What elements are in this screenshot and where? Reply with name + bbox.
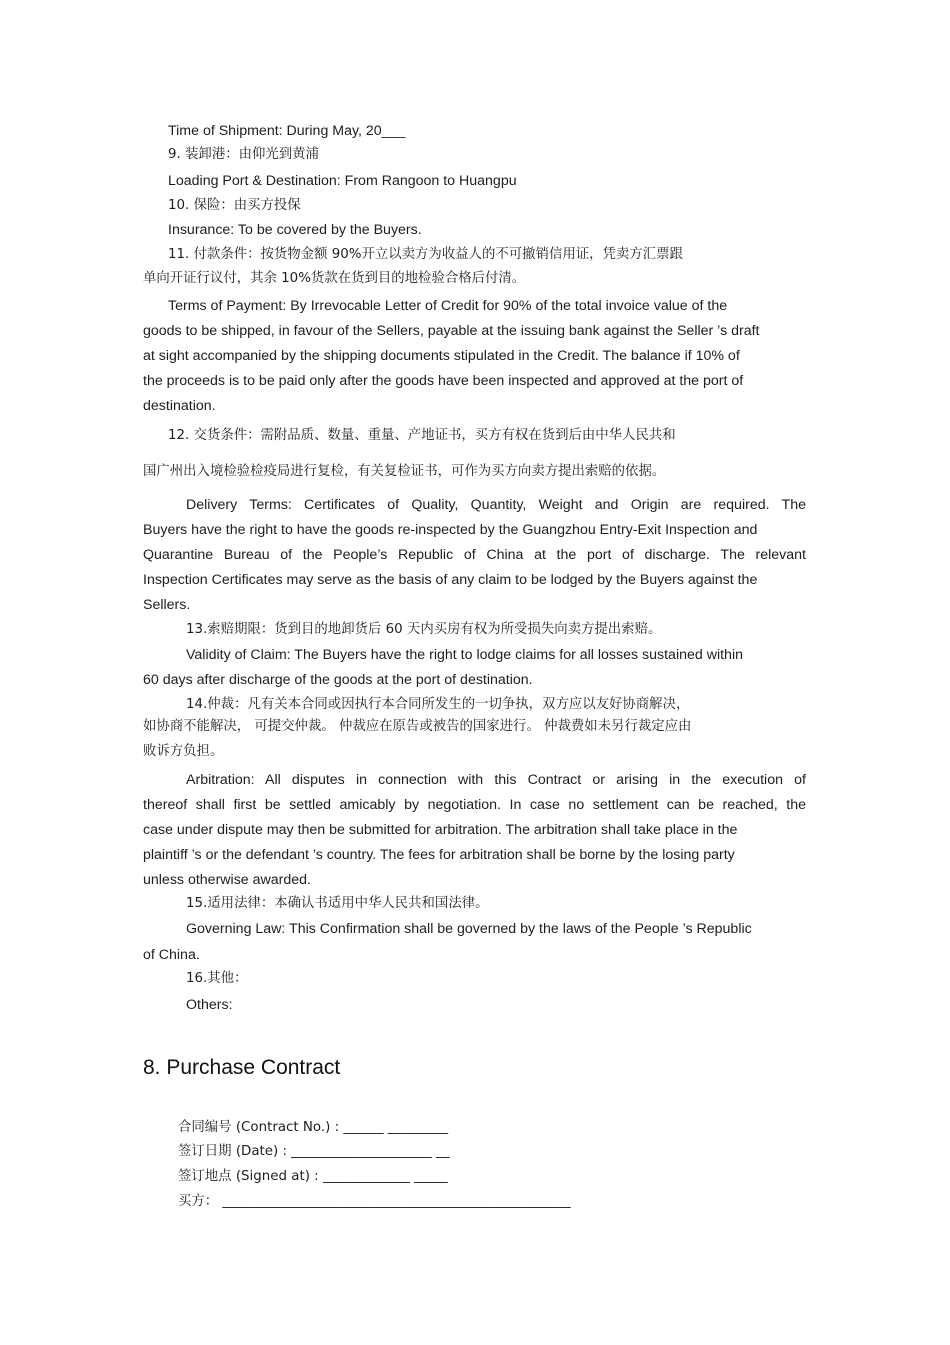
delivery-terms-en-line3: Quarantine Bureau of the People’s Republic of China at the port of discharge. The relevant — [143, 547, 806, 563]
claim-validity-en-line1: Validity of Claim: The Buyers have the right to lodge claims for all losses sustained within — [186, 647, 743, 663]
payment-terms-zh-line1: 11. 付款条件：按货物金额 90%开立以卖方为收益人的不可撤销信用证，凭卖方汇票跟 — [168, 247, 683, 262]
payment-terms-en-line4: the proceeds is to be paid only after the goods have been inspected and approved at the port of — [143, 373, 744, 389]
arbitration-en-line3: case under dispute may then be submitted for arbitration. The arbitration shall take place in the — [143, 822, 738, 838]
delivery-terms-en-line2: Buyers have the right to have the goods re-inspected by the Guangzhou Entry-Exit Inspection and — [143, 522, 758, 538]
section-heading: 8. Purchase Contract — [143, 1056, 341, 1079]
arbitration-en-line1: Arbitration: All disputes in connection with this Contract or arising in the execution of — [186, 772, 806, 788]
others-zh: 16.其他： — [186, 971, 248, 986]
loading-port-zh: 9. 装卸港：由仰光到黄浦 — [168, 147, 319, 162]
governing-law-zh: 15.适用法律：本确认书适用中华人民共和国法律。 — [186, 896, 489, 911]
delivery-terms-zh-line1: 12. 交货条件：需附品质、数量、重量、产地证书，买方有权在货到后由中华人民共和 — [168, 428, 676, 443]
delivery-terms-en-line4: Inspection Certificates may serve as the basis of any claim to be lodged by the Buyers against the — [143, 572, 758, 588]
governing-law-en-line1: Governing Law: This Confirmation shall be governed by the laws of the People ’s Republic — [186, 921, 752, 937]
delivery-terms-en-line1: Delivery Terms: Certificates of Quality, Quantity, Weight and Origin are required. The — [186, 497, 806, 513]
arbitration-zh-line3: 败诉方负担。 — [143, 744, 224, 759]
arbitration-en-line2: thereof shall first be settled amicably by negotiation. In case no settlement can be reached, the — [143, 797, 806, 813]
shipment-time-en: Time of Shipment: During May, 20___ — [168, 123, 406, 139]
governing-law-en-line2: of China. — [143, 947, 200, 963]
buyer-field: 买方： ____________________________________________________ — [178, 1194, 571, 1209]
insurance-en: Insurance: To be covered by the Buyers. — [168, 222, 422, 238]
claim-validity-zh: 13.索赔期限：货到目的地卸货后 60 天内买房有权为所受损失向卖方提出索赔。 — [186, 622, 662, 637]
delivery-terms-zh-line2: 国广州出入境检验检疫局进行复检，有关复检证书，可作为买方向卖方提出索赔的依据。 — [143, 464, 666, 479]
delivery-terms-en-line5: Sellers. — [143, 597, 191, 613]
others-en: Others: — [186, 997, 233, 1013]
insurance-zh: 10. 保险：由买方投保 — [168, 198, 301, 213]
signing-place-field: 签订地点 (Signed at) : _____________ _____ — [178, 1169, 448, 1184]
arbitration-en-line5: unless otherwise awarded. — [143, 872, 311, 888]
payment-terms-en-line2: goods to be shipped, in favour of the Sellers, payable at the issuing bank against the Seller ’s draft — [143, 323, 760, 339]
arbitration-en-line4: plaintiff ’s or the defendant ’s country. The fees for arbitration shall be borne by the losing party — [143, 847, 735, 863]
payment-terms-zh-line2: 单向开证行议付，其余 10%货款在货到目的地检验合格后付清。 — [143, 271, 526, 286]
payment-terms-en-line3: at sight accompanied by the shipping documents stipulated in the Credit. The balance if 10% of — [143, 348, 740, 364]
arbitration-zh-line1: 14.仲裁：凡有关本合同或因执行本合同所发生的一切争执，双方应以友好协商解决， — [186, 697, 690, 712]
payment-terms-en-line1: Terms of Payment: By Irrevocable Letter of Credit for 90% of the total invoice value of the — [168, 298, 728, 314]
claim-validity-en-line2: 60 days after discharge of the goods at the port of destination. — [143, 672, 533, 688]
signing-date-field: 签订日期 (Date) : _____________________ __ — [178, 1144, 450, 1159]
loading-port-en: Loading Port & Destination: From Rangoon to Huangpu — [168, 173, 517, 189]
payment-terms-en-line5: destination. — [143, 398, 216, 414]
arbitration-zh-line2: 如协商不能解决， 可提交仲裁。 仲裁应在原告或被告的国家进行。 仲裁费如未另行裁定应由 — [143, 719, 692, 734]
contract-number-field: 合同编号 (Contract No.) : ______ _________ — [178, 1120, 449, 1135]
